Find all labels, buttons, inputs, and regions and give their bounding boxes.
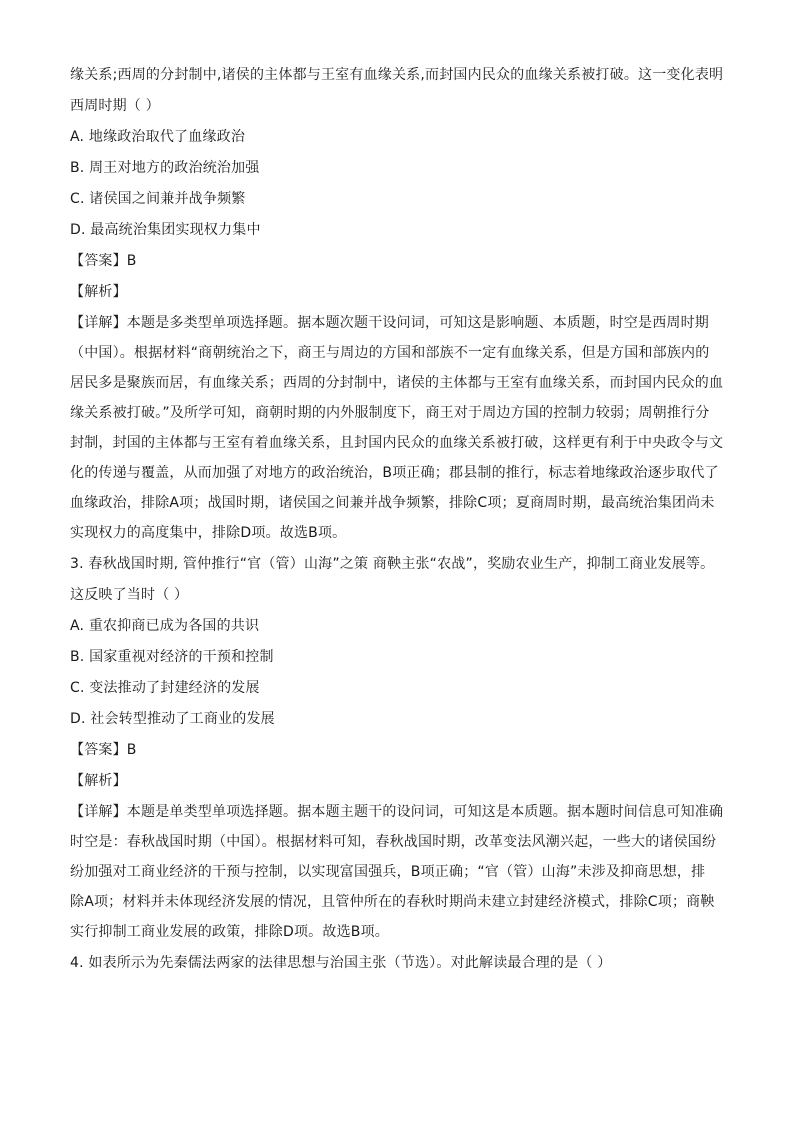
- question-3-detail-line-3: 纷加强对工商业经济的干预与控制，以实现富国强兵，B项正确；“官（管）山海”未涉及抑商思想，排: [70, 864, 706, 880]
- question-2-detail-line-1: 【详解】本题是多类型单项选择题。据本题次题干设问词，可知这是影响题、本质题，时空是西周时期: [70, 315, 709, 331]
- question-2-detail-line-5: 封制，封国的主体都与王室有着血缘关系，且封国内民众的血缘关系被打破，这样更有利于中央政令与文: [70, 435, 724, 451]
- question-2-option-c: C. 诸侯国之间兼并战争频繁: [70, 191, 246, 207]
- question-3-option-d: D. 社会转型推动了工商业的发展: [70, 711, 275, 727]
- question-2-option-a: A. 地缘政治取代了血缘政治: [70, 129, 246, 145]
- question-3-detail-line-4: 除A项；材料并未体现经济发展的情况，且管仲所在的春秋时期尚未建立封建经济模式，排除C项；商鞅: [70, 894, 715, 910]
- question-3-detail-line-2: 时空是：春秋战国时期（中国）。根据材料可知，春秋战国时期，改革变法风潮兴起，一些大的诸侯国纷: [70, 834, 717, 850]
- question-3-stem-line-2: 这反映了当时（ ）: [70, 587, 189, 603]
- question-2-detail-line-3: 居民多是聚族而居，有血缘关系；西周的分封制中，诸侯的主体都与王室有血缘关系，而封国内民众的血: [70, 375, 724, 391]
- question-2-analysis-label: 【解析】: [70, 284, 127, 300]
- question-3-option-c: C. 变法推动了封建经济的发展: [70, 680, 260, 696]
- question-2-stem-line-2: 西周时期（ ）: [70, 98, 160, 114]
- question-3-stem-line-1: 3. 春秋战国时期, 管仲推行“官（管）山海”之策 商鞅主张“农战”，奖励农业生产，抑制工商业发展等。: [70, 556, 715, 572]
- question-2-option-b: B. 周王对地方的政治统治加强: [70, 160, 260, 176]
- question-2-answer: 【答案】B: [70, 253, 137, 269]
- question-3-option-a: A. 重农抑商已成为各国的共识: [70, 618, 260, 634]
- question-3-option-b: B. 国家重视对经济的干预和控制: [70, 649, 274, 665]
- question-2: [70, 64, 730, 544]
- question-4-stem-line-1: 4. 如表所示为先秦儒法两家的法律思想与治国主张（节选）。对此解读最合理的是（ ）: [70, 955, 612, 971]
- question-2-detail-line-8: 实现权力的高度集中，排除D项。故选B项。: [70, 525, 347, 541]
- question-3-analysis-label: 【解析】: [70, 773, 127, 789]
- question-3-answer: 【答案】B: [70, 742, 137, 758]
- question-2-detail-line-2: （中国）。根据材料“商朝统治之下，商王与周边的方国和部族不一定有血缘关系，但是方国和部族内的: [70, 345, 710, 361]
- question-2-option-d: D. 最高统治集团实现权力集中: [70, 222, 261, 238]
- question-4: [70, 952, 730, 974]
- question-2-detail-line-6: 化的传递与覆盖，从而加强了对地方的政治统治，B项正确；郡县制的推行，标志着地缘政治逐步取代了: [70, 465, 719, 481]
- question-2-stem-line-1: 缘关系;西周的分封制中,诸侯的主体都与王室有血缘关系,而封国内民众的血缘关系被打破。这一变化表明: [70, 67, 724, 83]
- question-2-detail-line-7: 血缘政治，排除A项；战国时期，诸侯国之间兼并战争频繁，排除C项；夏商周时期，最高统治集团尚未: [70, 495, 715, 511]
- question-3-detail-line-1: 【详解】本题是单类型单项选择题。据本题主题干的设问词，可知这是本质题。据本题时间信息可知准确: [70, 804, 724, 820]
- question-2-detail-line-4: 缘关系被打破。”及所学可知，商朝时期的内外服制度下，商王对于周边方国的控制力较弱；周朝推行分: [70, 405, 710, 421]
- document-page: [70, 64, 730, 974]
- question-3-detail-line-5: 实行抑制工商业发展的政策，排除D项。故选B项。: [70, 924, 389, 940]
- question-3: [70, 553, 730, 943]
